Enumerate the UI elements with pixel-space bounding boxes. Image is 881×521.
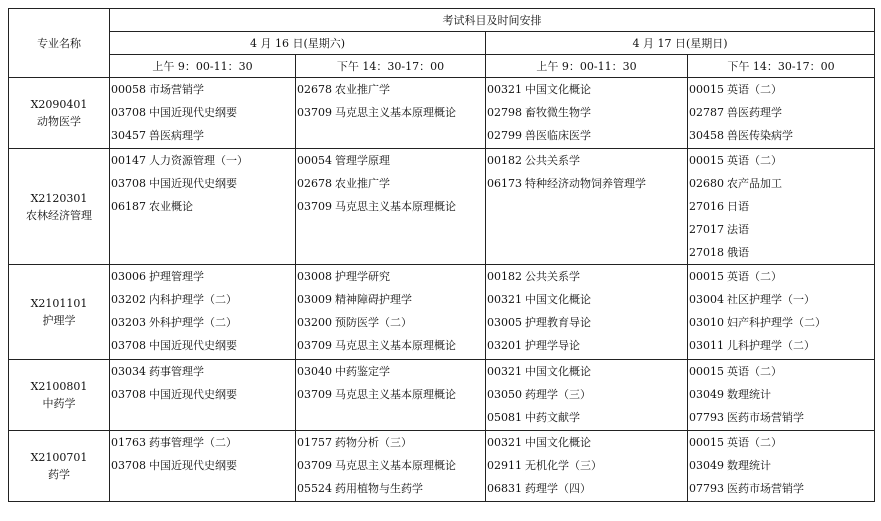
course-name: 儿科护理学（二） — [727, 339, 815, 352]
slot-cell — [486, 431, 688, 502]
course-code: 00015 — [689, 365, 724, 378]
course-code: 27016 — [689, 200, 724, 213]
course-code: 00015 — [689, 83, 724, 96]
course-name: 管理学原理 — [335, 154, 390, 167]
course-entry — [486, 101, 687, 124]
course-entry — [688, 431, 874, 454]
course-entry — [688, 195, 874, 218]
course-code: 02678 — [297, 177, 332, 190]
course-code: 06173 — [487, 177, 522, 190]
course-name: 马克思主义基本原理概论 — [335, 459, 456, 472]
course-name: 预防医学（二） — [335, 316, 412, 329]
course-code: 00321 — [487, 365, 522, 378]
course-code: 02787 — [689, 106, 724, 119]
course-code: 03708 — [111, 459, 146, 472]
course-entry — [486, 149, 687, 172]
course-code: 07793 — [689, 482, 724, 495]
slot-cell — [296, 78, 486, 149]
course-entry — [486, 406, 687, 429]
course-name: 医药市场营销学 — [727, 482, 804, 495]
course-name: 药物分析（三） — [335, 436, 412, 449]
course-name: 数理统计 — [727, 459, 771, 472]
course-name: 人力资源管理（一） — [149, 154, 248, 167]
major-code: X2100701 — [30, 451, 88, 464]
course-name: 俄语 — [727, 246, 749, 259]
course-entry — [688, 124, 874, 147]
course-entry — [296, 265, 485, 288]
course-code: 03008 — [297, 270, 332, 283]
course-name: 市场营销学 — [149, 83, 204, 96]
course-code: 01763 — [111, 436, 146, 449]
slot-cell — [110, 149, 296, 265]
course-name: 畜牧微生物学 — [525, 106, 591, 119]
major-name: 动物医学 — [37, 115, 81, 128]
course-entry — [688, 311, 874, 334]
major-cell — [9, 360, 110, 431]
course-code: 01757 — [297, 436, 332, 449]
course-entry — [110, 195, 295, 218]
slot-header-d2-am: 上午 9：00-11：30 — [486, 55, 688, 78]
slot-header-d1-pm: 下午 14：30-17：00 — [296, 55, 486, 78]
course-entry — [296, 334, 485, 357]
course-code: 00015 — [689, 270, 724, 283]
course-entry — [296, 195, 485, 218]
slot-cell — [296, 149, 486, 265]
course-entry — [688, 78, 874, 101]
course-entry — [688, 241, 874, 264]
course-code: 00182 — [487, 270, 522, 283]
course-code: 07793 — [689, 411, 724, 424]
course-entry — [486, 431, 687, 454]
course-name: 药理学（四） — [525, 482, 591, 495]
major-row — [9, 265, 875, 360]
course-code: 06831 — [487, 482, 522, 495]
course-entry — [296, 454, 485, 477]
slot-cell — [296, 265, 486, 360]
course-entry — [296, 149, 485, 172]
course-code: 00015 — [689, 154, 724, 167]
course-code: 02680 — [689, 177, 724, 190]
slot-cell — [486, 360, 688, 431]
course-entry — [486, 383, 687, 406]
course-entry — [486, 454, 687, 477]
major-cell — [9, 149, 110, 265]
course-code: 03010 — [689, 316, 724, 329]
slot-cell — [486, 265, 688, 360]
course-code: 03034 — [111, 365, 146, 378]
slot-cell — [486, 149, 688, 265]
course-code: 00182 — [487, 154, 522, 167]
course-code: 03708 — [111, 339, 146, 352]
course-name: 日语 — [727, 200, 749, 213]
course-entry — [486, 360, 687, 383]
course-entry — [110, 311, 295, 334]
course-name: 法语 — [727, 223, 749, 236]
course-code: 00058 — [111, 83, 146, 96]
course-name: 中药鉴定学 — [335, 365, 390, 378]
course-name: 药事管理学 — [149, 365, 204, 378]
major-column-header: 专业名称 — [9, 9, 110, 78]
course-code: 03709 — [297, 200, 332, 213]
slot-header-d2-pm: 下午 14：30-17：00 — [688, 55, 875, 78]
course-name: 外科护理学（二） — [149, 316, 237, 329]
course-entry — [296, 101, 485, 124]
course-name: 马克思主义基本原理概论 — [335, 200, 456, 213]
major-row — [9, 149, 875, 265]
course-code: 03005 — [487, 316, 522, 329]
course-code: 00321 — [487, 83, 522, 96]
course-name: 马克思主义基本原理概论 — [335, 106, 456, 119]
course-entry — [296, 78, 485, 101]
course-code: 03009 — [297, 293, 332, 306]
course-code: 03049 — [689, 388, 724, 401]
course-name: 中国近现代史纲要 — [149, 459, 237, 472]
course-entry — [110, 383, 295, 406]
course-name: 兽医传染病学 — [727, 129, 793, 142]
course-code: 27017 — [689, 223, 724, 236]
course-code: 03709 — [297, 106, 332, 119]
course-entry — [486, 265, 687, 288]
course-code: 00015 — [689, 436, 724, 449]
major-name: 农林经济管理 — [26, 208, 92, 222]
course-code: 27018 — [689, 246, 724, 259]
course-name: 马克思主义基本原理概论 — [335, 339, 456, 352]
course-entry — [486, 311, 687, 334]
slot-cell — [688, 431, 875, 502]
course-code: 02799 — [487, 129, 522, 142]
course-entry — [486, 477, 687, 500]
course-code: 03708 — [111, 106, 146, 119]
course-name: 药用植物与生药学 — [335, 482, 423, 495]
major-row — [9, 431, 875, 502]
slot-cell — [110, 360, 296, 431]
course-code: 02678 — [297, 83, 332, 96]
course-name: 药理学（三） — [525, 388, 591, 401]
course-entry — [110, 265, 295, 288]
course-code: 03203 — [111, 316, 146, 329]
course-code: 02911 — [487, 459, 522, 472]
course-name: 农业概论 — [149, 200, 193, 213]
schedule-title: 考试科目及时间安排 — [110, 9, 875, 32]
course-name: 英语（二） — [727, 83, 782, 96]
course-entry — [296, 431, 485, 454]
course-entry — [688, 334, 874, 357]
course-name: 内科护理学（二） — [149, 293, 237, 306]
course-name: 中国文化概论 — [525, 293, 591, 306]
course-name: 妇产科护理学（二） — [727, 316, 826, 329]
course-entry — [110, 288, 295, 311]
slot-cell — [688, 265, 875, 360]
course-name: 英语（二） — [727, 436, 782, 449]
course-name: 英语（二） — [727, 154, 782, 167]
slot-cell — [688, 360, 875, 431]
major-row — [9, 360, 875, 431]
course-entry — [688, 477, 874, 500]
major-cell — [9, 265, 110, 360]
course-entry — [110, 360, 295, 383]
major-row — [9, 78, 875, 149]
course-entry — [486, 334, 687, 357]
course-name: 公共关系学 — [525, 270, 580, 283]
course-entry — [110, 101, 295, 124]
course-entry — [296, 477, 485, 500]
course-name: 护理教育导论 — [525, 316, 591, 329]
course-name: 农产品加工 — [727, 177, 782, 190]
course-name: 兽医药理学 — [727, 106, 782, 119]
slot-cell — [110, 78, 296, 149]
day-header-1: 4 月 16 日(星期六) — [110, 32, 486, 55]
slot-cell — [110, 431, 296, 502]
course-code: 03050 — [487, 388, 522, 401]
course-entry — [296, 360, 485, 383]
course-entry — [688, 149, 874, 172]
course-code: 03004 — [689, 293, 724, 306]
course-name: 中国近现代史纲要 — [149, 177, 237, 190]
slot-header-d1-am: 上午 9：00-11：30 — [110, 55, 296, 78]
slot-cell — [688, 149, 875, 265]
course-name: 中国文化概论 — [525, 83, 591, 96]
course-entry — [688, 383, 874, 406]
major-code: X2090401 — [30, 98, 88, 111]
course-code: 00321 — [487, 293, 522, 306]
course-name: 护理管理学 — [149, 270, 204, 283]
course-entry — [486, 78, 687, 101]
course-code: 03201 — [487, 339, 522, 352]
course-code: 03006 — [111, 270, 146, 283]
course-entry — [296, 172, 485, 195]
course-name: 数理统计 — [727, 388, 771, 401]
major-code: X2100801 — [30, 380, 88, 393]
course-code: 06187 — [111, 200, 146, 213]
course-name: 农业推广学 — [335, 83, 390, 96]
course-name: 特种经济动物饲养管理学 — [525, 177, 646, 190]
course-name: 兽医临床医学 — [525, 129, 591, 142]
day-header-2: 4 月 17 日(星期日) — [486, 32, 875, 55]
course-code: 00147 — [111, 154, 146, 167]
course-entry — [486, 288, 687, 311]
major-name: 药学 — [48, 468, 70, 481]
course-entry — [688, 360, 874, 383]
course-entry — [688, 454, 874, 477]
course-entry — [688, 406, 874, 429]
course-code: 00321 — [487, 436, 522, 449]
course-entry — [688, 218, 874, 241]
major-code: X2120301 — [30, 191, 88, 205]
course-name: 公共关系学 — [525, 154, 580, 167]
course-name: 无机化学（三） — [525, 459, 602, 472]
course-name: 护理学导论 — [525, 339, 580, 352]
course-entry — [110, 124, 295, 147]
major-cell — [9, 78, 110, 149]
course-entry — [486, 124, 687, 147]
course-entry — [486, 172, 687, 195]
course-entry — [110, 172, 295, 195]
course-code: 03049 — [689, 459, 724, 472]
course-entry — [688, 265, 874, 288]
course-name: 中国文化概论 — [525, 365, 591, 378]
course-name: 中国文化概论 — [525, 436, 591, 449]
course-code: 03200 — [297, 316, 332, 329]
course-code: 03202 — [111, 293, 146, 306]
course-code: 02798 — [487, 106, 522, 119]
slot-cell — [688, 78, 875, 149]
course-code: 03040 — [297, 365, 332, 378]
major-name: 护理学 — [42, 314, 76, 327]
course-entry — [110, 149, 295, 172]
slot-cell — [296, 360, 486, 431]
course-entry — [688, 172, 874, 195]
course-entry — [296, 288, 485, 311]
course-code: 03708 — [111, 177, 146, 190]
slot-cell — [110, 265, 296, 360]
course-name: 农业推广学 — [335, 177, 390, 190]
course-code: 03011 — [689, 339, 724, 352]
course-name: 兽医病理学 — [149, 129, 204, 142]
course-code: 03709 — [297, 388, 332, 401]
course-entry — [296, 311, 485, 334]
course-name: 社区护理学（一） — [727, 293, 815, 306]
course-entry — [110, 454, 295, 477]
course-code: 05524 — [297, 482, 332, 495]
course-name: 精神障碍护理学 — [335, 293, 412, 306]
course-name: 马克思主义基本原理概论 — [335, 388, 456, 401]
course-code: 03709 — [297, 459, 332, 472]
course-entry — [110, 431, 295, 454]
course-name: 中国近现代史纲要 — [149, 106, 237, 119]
course-code: 00054 — [297, 154, 332, 167]
slot-cell — [296, 431, 486, 502]
exam-schedule-table — [8, 8, 875, 502]
course-name: 英语（二） — [727, 365, 782, 378]
course-code: 03709 — [297, 339, 332, 352]
course-name: 中国近现代史纲要 — [149, 388, 237, 401]
major-code: X2101101 — [30, 297, 88, 310]
course-code: 05081 — [487, 411, 522, 424]
course-code: 30458 — [689, 129, 724, 142]
course-code: 30457 — [111, 129, 146, 142]
course-code: 03708 — [111, 388, 146, 401]
course-entry — [110, 334, 295, 357]
course-name: 药事管理学（二） — [149, 436, 237, 449]
course-entry — [688, 288, 874, 311]
schedule-body — [9, 78, 875, 502]
course-name: 中国近现代史纲要 — [149, 339, 237, 352]
course-entry — [110, 78, 295, 101]
course-name: 英语（二） — [727, 270, 782, 283]
course-name: 医药市场营销学 — [727, 411, 804, 424]
course-name: 中药文献学 — [525, 411, 580, 424]
slot-cell — [486, 78, 688, 149]
course-entry — [688, 101, 874, 124]
major-name: 中药学 — [42, 397, 76, 410]
course-entry — [296, 383, 485, 406]
course-name: 护理学研究 — [335, 270, 390, 283]
major-cell — [9, 431, 110, 502]
